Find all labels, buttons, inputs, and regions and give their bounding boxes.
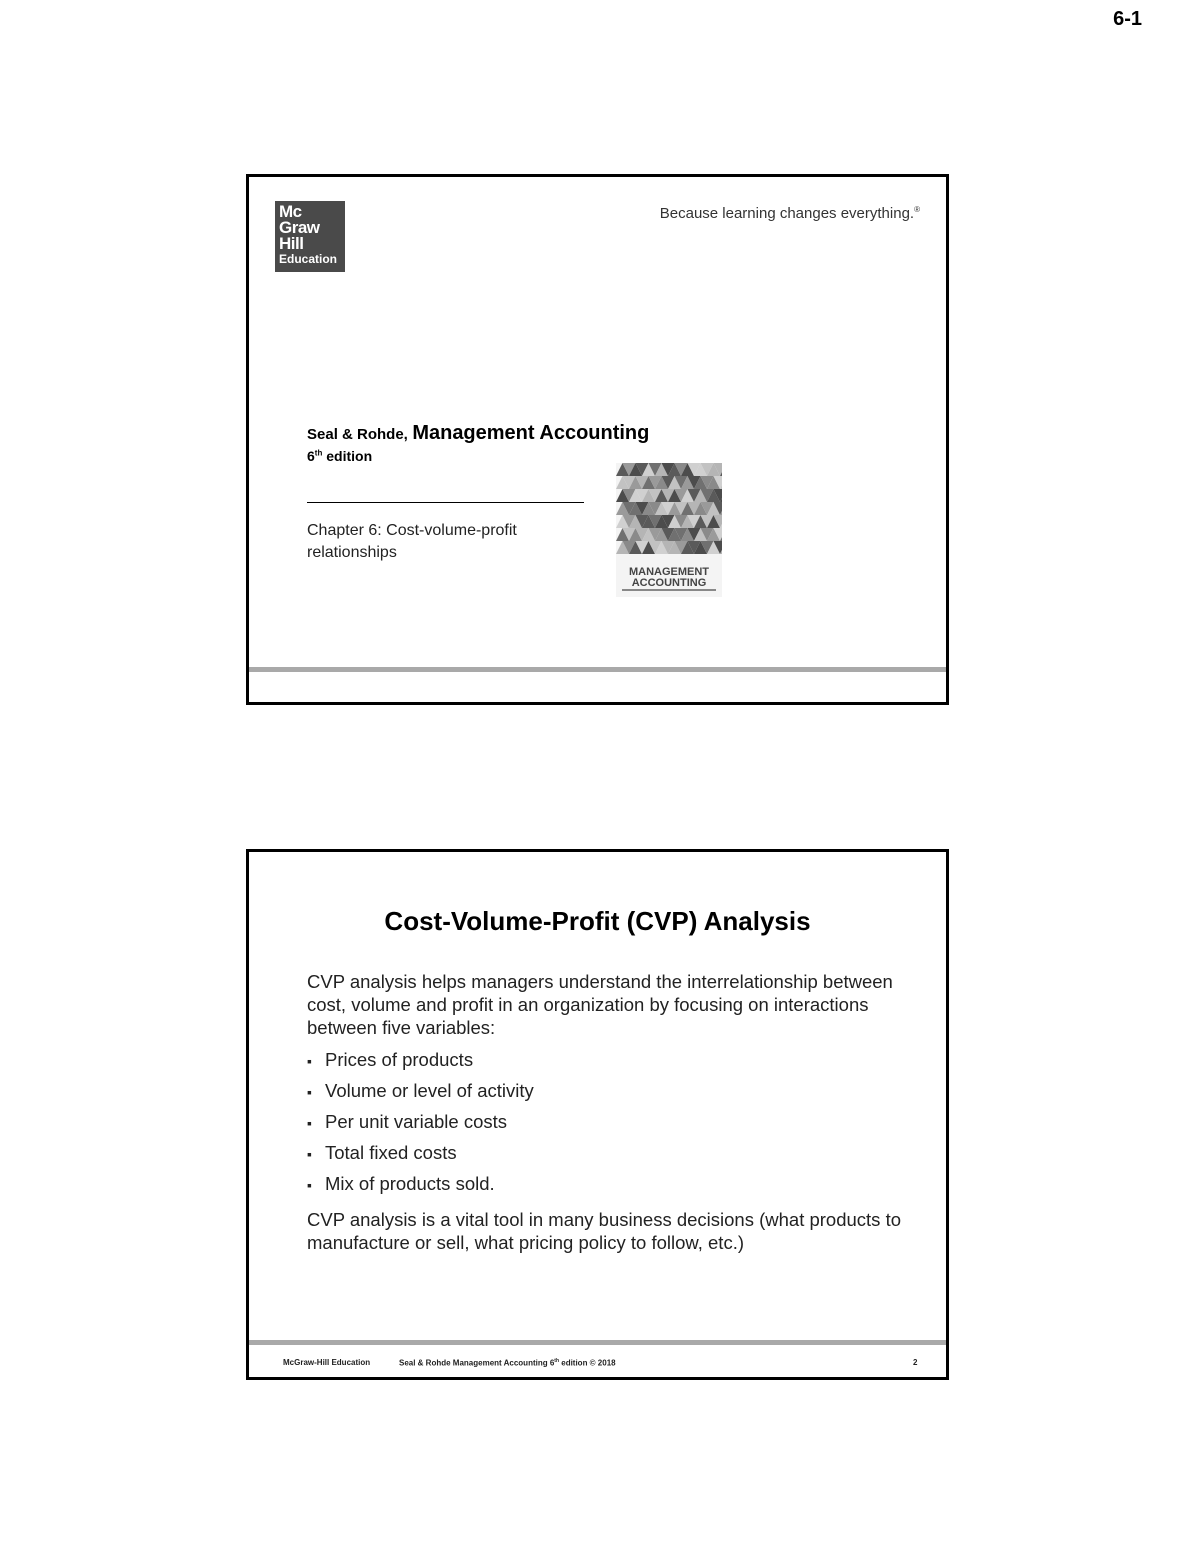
- book-authors: Seal & Rohde,: [307, 426, 408, 443]
- footer-slide-number: 2: [913, 1358, 918, 1367]
- edition-number: 6: [307, 448, 315, 464]
- logo-line-3: Hill: [279, 234, 304, 253]
- logo-line-2: Graw: [279, 218, 320, 237]
- list-item-text: Volume or level of activity: [325, 1080, 534, 1101]
- cover-title: [616, 567, 722, 589]
- cover-title-line-1: MANAGEMENT: [628, 566, 710, 578]
- registered-mark: ®: [914, 205, 920, 214]
- tagline: [660, 205, 920, 222]
- list-item-text: Total fixed costs: [325, 1142, 457, 1163]
- bullet-icon: ▪: [307, 1053, 312, 1069]
- list-item: [307, 1048, 534, 1079]
- page-number: 6-1: [1113, 8, 1142, 30]
- footer-book-info-text: Seal & Rohde Management Accounting 6: [399, 1358, 555, 1368]
- cover-title-line-2: ACCOUNTING: [631, 577, 707, 589]
- bullet-icon: ▪: [307, 1084, 312, 1100]
- mcgraw-hill-logo: [275, 201, 345, 272]
- bullet-icon: ▪: [307, 1146, 312, 1162]
- logo-line-4: Education: [279, 252, 338, 266]
- divider-line: [307, 502, 584, 503]
- intro-paragraph: CVP analysis helps managers understand the interrelationship between cost, volume and profit in an organization by focusing on interactions between five variables:: [307, 971, 893, 1038]
- footer-publisher: McGraw-Hill Education: [283, 1358, 371, 1367]
- footer-edition-text: edition © 2018: [559, 1358, 616, 1368]
- slide-title: Cost-Volume-Profit (CVP) Analysis: [384, 906, 811, 936]
- tagline-text: Because learning changes everything.: [659, 205, 915, 222]
- footer-book-info: [399, 1358, 616, 1368]
- closing-paragraph: CVP analysis is a vital tool in many business decisions (what products to manufacture or sell, what pricing policy to follow, etc.): [307, 1209, 901, 1253]
- logo-line-1: Mc: [279, 202, 302, 221]
- list-item: [307, 1172, 534, 1203]
- cover-triangle-pattern: [616, 463, 722, 563]
- list-item-text: Prices of products: [325, 1049, 474, 1070]
- title-slide: [246, 174, 949, 705]
- edition-label: [307, 448, 372, 464]
- bullet-icon: ▪: [307, 1115, 312, 1131]
- footer-bar: [249, 1340, 946, 1345]
- book-title: [307, 422, 649, 445]
- cover-author-strip: [622, 589, 716, 591]
- bullet-icon: ▪: [307, 1177, 312, 1193]
- list-item: [307, 1110, 534, 1141]
- list-item-text: Per unit variable costs: [325, 1111, 508, 1132]
- footer-bar: [249, 667, 946, 672]
- footer-edition-suffix: th: [554, 1358, 560, 1364]
- book-cover-image: [616, 463, 722, 597]
- edition-suffix: th: [314, 448, 323, 458]
- content-slide: [246, 849, 949, 1380]
- list-item-text: Mix of products sold.: [325, 1173, 495, 1194]
- book-name: Management Accounting: [412, 422, 650, 444]
- chapter-title: Chapter 6: Cost-volume-profit relationships: [307, 522, 517, 561]
- list-item: [307, 1079, 534, 1110]
- variable-list: [307, 1048, 534, 1203]
- list-item: [307, 1141, 534, 1172]
- edition-word: edition: [326, 448, 373, 464]
